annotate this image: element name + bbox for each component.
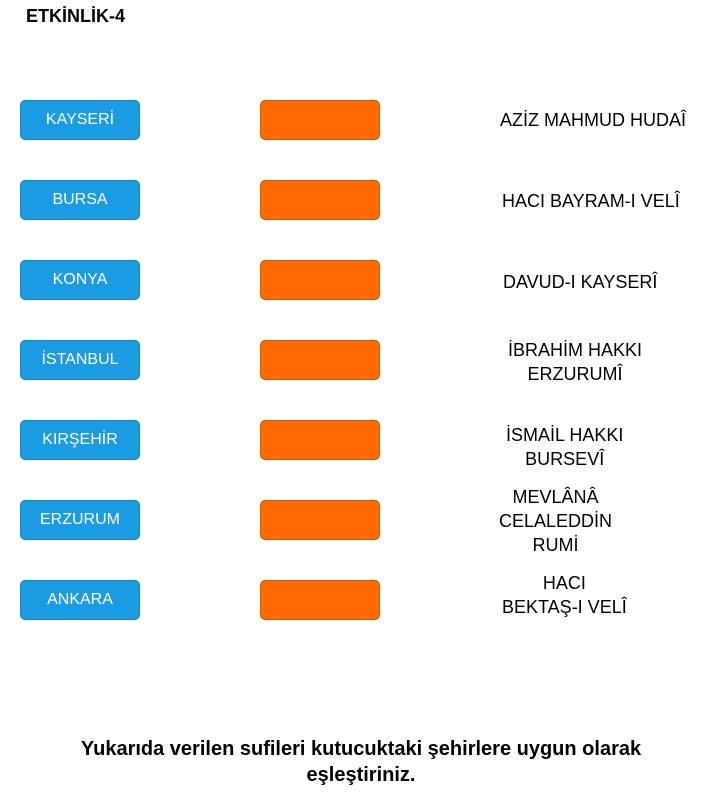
city-button-kirsehir[interactable]: KIRŞEHİR	[20, 420, 140, 460]
sufi-label-line: CELALEDDİN	[499, 511, 613, 531]
sufi-label-line: İSMAİL HAKKI	[506, 425, 624, 445]
answer-box-2[interactable]	[260, 180, 380, 220]
city-button-konya[interactable]: KONYA	[20, 260, 140, 300]
sufi-label-line: HACI BAYRAM-I VELÎ	[502, 191, 680, 211]
sufi-label-line: BEKTAŞ-I VELÎ	[502, 597, 627, 617]
city-button-kayseri[interactable]: KAYSERİ	[20, 100, 140, 140]
sufi-label-line: HACI	[542, 573, 586, 593]
answer-box-1[interactable]	[260, 100, 380, 140]
answer-box-5[interactable]	[260, 420, 380, 460]
sufi-label-line: ERZURUMÎ	[527, 364, 623, 384]
instruction-line: Yukarıda verilen sufileri kutucuktaki şehirlere uygun olarak	[80, 738, 642, 760]
sufi-label-haci-bayram-i-veli	[502, 189, 680, 213]
sufi-label-ibrahim-hakki-erzurumi	[508, 338, 642, 386]
sufi-label-line: DAVUD-I KAYSERÎ	[503, 272, 658, 292]
sufi-label-haci-bektas-i-veli	[502, 571, 627, 619]
city-button-istanbul[interactable]: İSTANBUL	[20, 340, 140, 380]
sufi-label-mevlana-celaleddin-rumi	[499, 485, 612, 557]
city-button-erzurum[interactable]: ERZURUM	[20, 500, 140, 540]
sufi-label-ismail-hakki-bursevi	[506, 423, 623, 471]
city-button-ankara[interactable]: ANKARA	[20, 580, 140, 620]
city-button-bursa[interactable]: BURSA	[20, 180, 140, 220]
answer-box-7[interactable]	[260, 580, 380, 620]
sufi-label-line: RUMİ	[532, 535, 579, 555]
activity-title: ETKİNLİK-4	[26, 6, 125, 26]
instruction-text	[0, 736, 722, 788]
answer-box-6[interactable]	[260, 500, 380, 540]
sufi-label-line: AZİZ MAHMUD HUDAÎ	[500, 110, 686, 130]
instruction-line: eşleştiriniz.	[306, 764, 416, 786]
sufi-label-line: İBRAHİM HAKKI	[508, 340, 643, 360]
sufi-label-line: BURSEVÎ	[525, 449, 605, 469]
answer-box-4[interactable]	[260, 340, 380, 380]
answer-box-3[interactable]	[260, 260, 380, 300]
sufi-label-aziz-mahmud-hudai	[500, 108, 686, 132]
sufi-label-line: MEVLÂNÂ	[512, 487, 599, 507]
sufi-label-davud-i-kayseri	[503, 270, 657, 294]
